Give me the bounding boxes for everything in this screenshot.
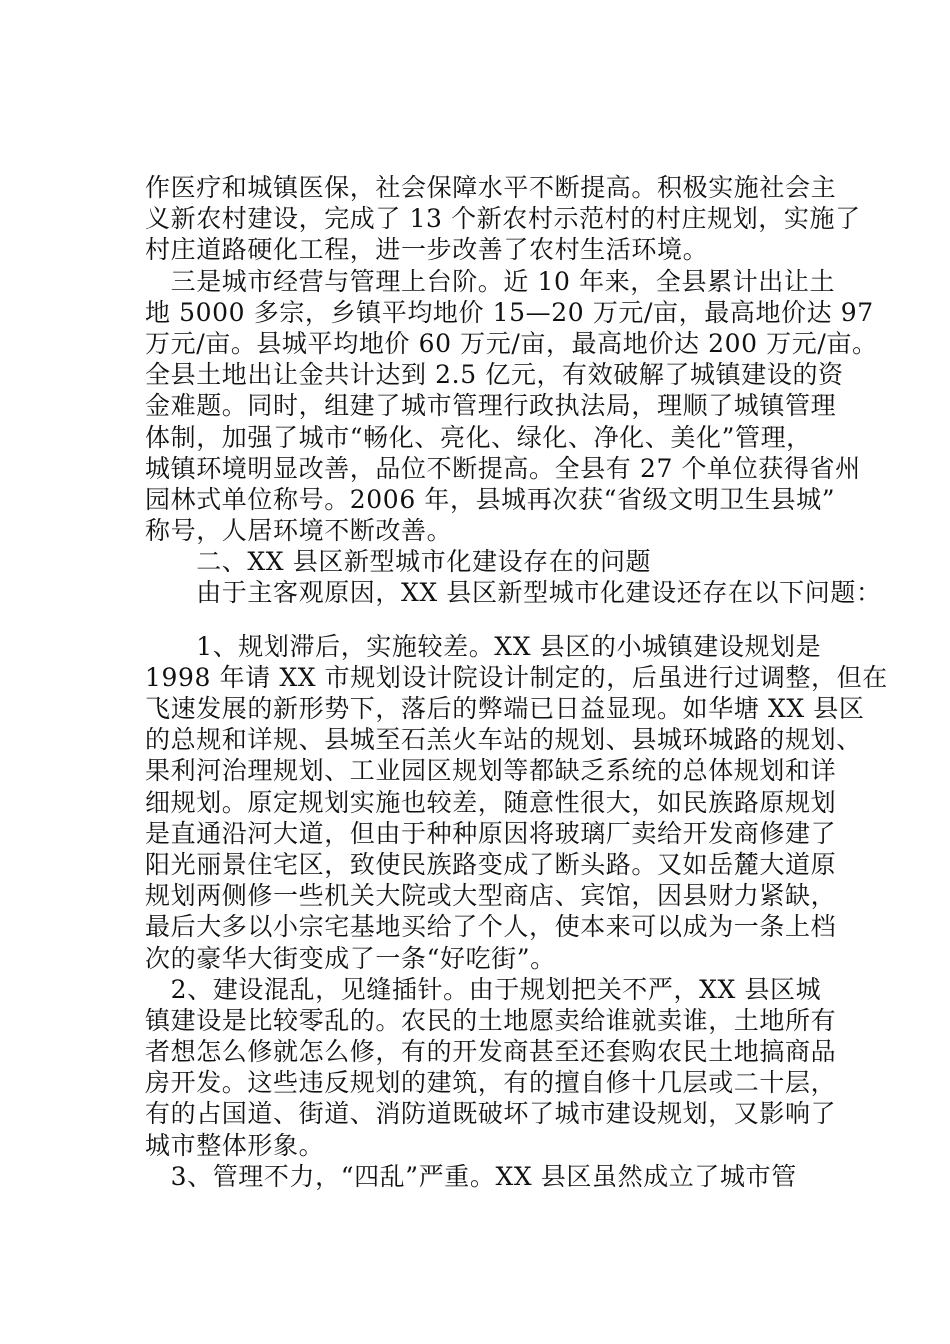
- text-line: 镇建设是比较零乱的。农民的土地愿卖给谁就卖谁，土地所有: [145, 1005, 837, 1035]
- text-line: 是直通沿河大道，但由于种种原因将玻璃厂卖给开发商修建了: [145, 818, 837, 848]
- document-body: [145, 172, 888, 1192]
- text-line: 村庄道路硬化工程，进一步改善了农村生活环境。: [145, 235, 709, 265]
- paragraph-start-line: 由于主客观原因，XX 县区新型城市化建设还存在以下问题：: [145, 578, 882, 608]
- text-line: 作医疗和城镇医保，社会保障水平不断提高。积极实施社会主: [145, 173, 837, 202]
- text-line: 阳光丽景住宅区，致使民族路变成了断头路。又如岳麓大道原: [145, 849, 837, 879]
- text-line: 者想怎么修就怎么修，有的开发商甚至还套购农民土地搞商品: [145, 1037, 837, 1067]
- text-line: 次的豪华大街变成了一条“好吃街”。: [145, 943, 556, 973]
- text-line: 金难题。同时，组建了城市管理行政执法局，理顺了城镇管理: [145, 391, 837, 421]
- text-line: 万元/亩。县城平均地价 60 万元/亩，最高地价达 200 万元/亩。: [145, 328, 878, 358]
- section-heading: 二、XX 县区新型城市化建设存在的问题: [145, 547, 652, 577]
- text-line: 称号，人居环境不断改善。: [145, 516, 453, 546]
- text-line: 的总规和详规、县城至石羔火车站的规划、县城环城路的规划、: [145, 725, 862, 755]
- text-line: 体制，加强了城市“畅化、亮化、绿化、净化、美化”管理，: [145, 422, 812, 452]
- text-line: 细规划。原定规划实施也较差，随意性很大，如民族路原规划: [145, 787, 837, 817]
- text-line: 地 5000 多宗，乡镇平均地价 15—20 万元/亩，最高地价达 97: [145, 297, 874, 327]
- text-line: 园林式单位称号。2006 年，县城再次获“省级文明卫生县城”: [145, 484, 836, 514]
- text-line: 飞速发展的新形势下，落后的弊端已日益显现。如华塘 XX 县区: [145, 694, 865, 723]
- text-line: 规划两侧修一些机关大院或大型商店、宾馆，因县财力紧缺，: [145, 881, 837, 911]
- text-line: 全县土地出让金共计达到 2.5 亿元，有效破解了城镇建设的资: [145, 360, 844, 390]
- text-line: 最后大多以小宗宅基地买给了个人，使本来可以成为一条上档: [145, 912, 837, 942]
- paragraph-start-line: 1、规划滞后，实施较差。XX 县区的小城镇建设规划是: [145, 631, 822, 661]
- blank-line: [145, 609, 835, 631]
- text-line: 城镇环境明显改善，品位不断提高。全县有 27 个单位获得省州: [145, 453, 861, 483]
- paragraph-start-line: 三是城市经营与管理上台阶。近 10 年来，全县累计出让土: [145, 266, 836, 296]
- paragraph-start-line: 3、管理不力，“四乱”严重。XX 县区虽然成立了城市管: [145, 1161, 797, 1191]
- text-line: 1998 年请 XX 市规划设计院设计制定的，后虽进行过调整，但在: [145, 662, 888, 692]
- text-line: 城市整体形象。: [145, 1130, 325, 1160]
- text-line: 有的占国道、街道、消防道既破坏了城市建设规划，又影响了: [145, 1099, 837, 1129]
- text-line: 房开发。这些违反规划的建筑，有的擅自修十几层或二十层，: [145, 1068, 837, 1098]
- text-line: 义新农村建设，完成了 13 个新农村示范村的村庄规划，实施了: [145, 204, 861, 234]
- text-line: 果利河治理规划、工业园区规划等都缺乏系统的总体规划和详: [145, 756, 837, 786]
- paragraph-start-line: 2、建设混乱，见缝插针。由于规划把关不严，XX 县区城: [145, 974, 822, 1004]
